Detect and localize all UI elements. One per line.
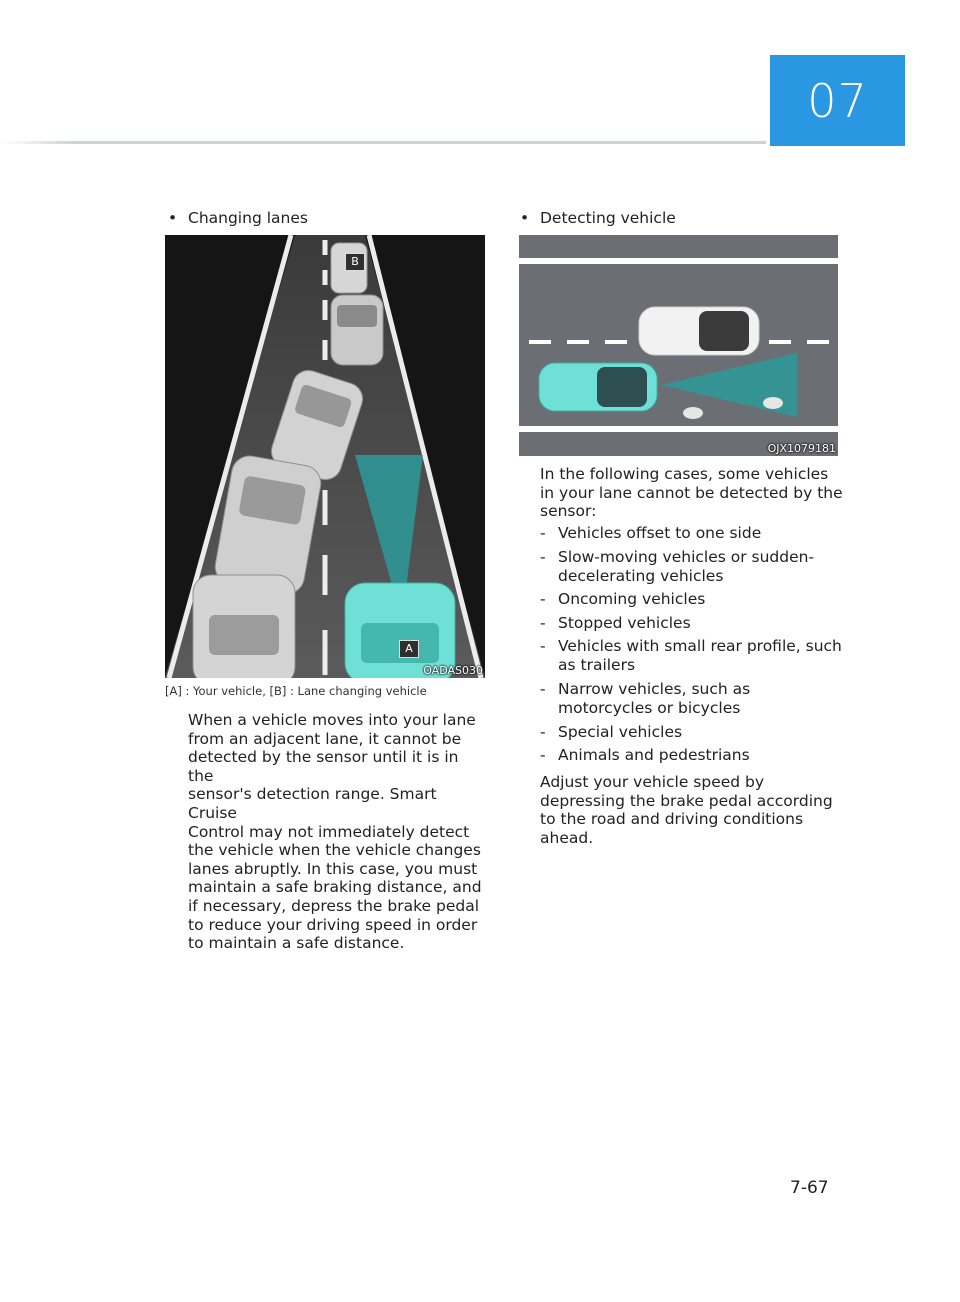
figure-detecting-vehicle — [519, 235, 838, 456]
list-item — [540, 524, 845, 543]
list-item — [540, 746, 845, 765]
paragraph-line: the vehicle when the vehicle changes — [188, 841, 481, 860]
dash-marker: - — [540, 746, 546, 765]
list-item — [540, 637, 845, 675]
closing-line: depressing the brake pedal according — [540, 791, 833, 810]
paragraph-line: lanes abruptly. In this case, you must — [188, 859, 478, 878]
detecting-intro — [540, 465, 845, 521]
item-line: Animals and pedestrians — [558, 746, 750, 765]
chapter-number: 07 — [807, 73, 868, 128]
intro-line: In the following cases, some vehicles — [540, 465, 829, 483]
paragraph-line: maintain a safe braking distance, and — [188, 878, 482, 897]
header-rule — [0, 141, 766, 144]
item-line: Oncoming vehicles — [558, 590, 706, 609]
dash-marker: - — [540, 679, 546, 698]
dash-marker: - — [540, 547, 546, 566]
marker-a-label: A — [405, 642, 413, 655]
figure-code: OADAS030 — [423, 664, 483, 677]
list-item — [540, 548, 845, 586]
marker-b — [345, 253, 365, 271]
detecting-vehicle-illustration — [519, 235, 838, 456]
dash-marker: - — [540, 524, 546, 542]
dash-marker: - — [540, 637, 546, 656]
closing-line: Adjust your vehicle speed by — [540, 773, 765, 791]
undetected-cases-list — [540, 524, 845, 770]
paragraph-line: When a vehicle moves into your lane — [188, 711, 476, 729]
paragraph-line: to maintain a safe distance. — [188, 934, 405, 953]
marker-a — [399, 640, 419, 658]
closing-line: ahead. — [540, 828, 594, 847]
bullet-changing-lanes — [168, 209, 308, 227]
figure-changing-lanes — [165, 235, 485, 678]
figure-code: OJX1079181 — [767, 442, 836, 455]
item-line: Narrow vehicles, such as — [558, 679, 751, 698]
paragraph-line: detected by the sensor until it is in the — [188, 748, 459, 785]
paragraph-line: to reduce your driving speed in order — [188, 915, 478, 934]
bullet-label: Changing lanes — [188, 209, 308, 227]
bullet-dot: • — [168, 209, 178, 227]
list-item — [540, 614, 845, 633]
chapter-tab — [770, 55, 905, 146]
paragraph-line: from an adjacent lane, it cannot be — [188, 729, 462, 748]
dash-marker: - — [540, 613, 546, 632]
paragraph-line: sensor's detection range. Smart Cruise — [188, 785, 437, 822]
dash-marker: - — [540, 722, 546, 741]
item-line: decelerating vehicles — [558, 566, 724, 585]
item-line: Vehicles offset to one side — [558, 524, 762, 542]
intro-line: sensor: — [540, 502, 597, 521]
list-item — [540, 680, 845, 718]
list-item — [540, 590, 845, 609]
bullet-detecting-vehicle — [520, 209, 676, 227]
paragraph-line: if necessary, depress the brake pedal — [188, 896, 479, 915]
detecting-closing — [540, 773, 845, 847]
dash-marker: - — [540, 590, 546, 609]
list-item — [540, 723, 845, 742]
bullet-label: Detecting vehicle — [540, 209, 676, 227]
item-line: Vehicles with small rear profile, such — [558, 637, 842, 656]
marker-b-label: B — [351, 255, 359, 268]
closing-line: to the road and driving conditions — [540, 810, 804, 829]
figure-caption: [A] : Your vehicle, [B] : Lane changing vehicle — [165, 684, 427, 698]
changing-lanes-illustration — [165, 235, 485, 678]
changing-lanes-paragraph — [188, 711, 488, 953]
bullet-dot: • — [520, 209, 530, 227]
item-line: Special vehicles — [558, 722, 683, 741]
item-line: Stopped vehicles — [558, 613, 691, 632]
page-number: 7-67 — [790, 1178, 829, 1198]
intro-line: in your lane cannot be detected by the — [540, 483, 843, 502]
item-line: Slow-moving vehicles or sudden- — [558, 547, 815, 566]
item-line: as trailers — [558, 656, 636, 675]
item-line: motorcycles or bicycles — [558, 698, 741, 717]
paragraph-line: Control may not immediately detect — [188, 822, 470, 841]
